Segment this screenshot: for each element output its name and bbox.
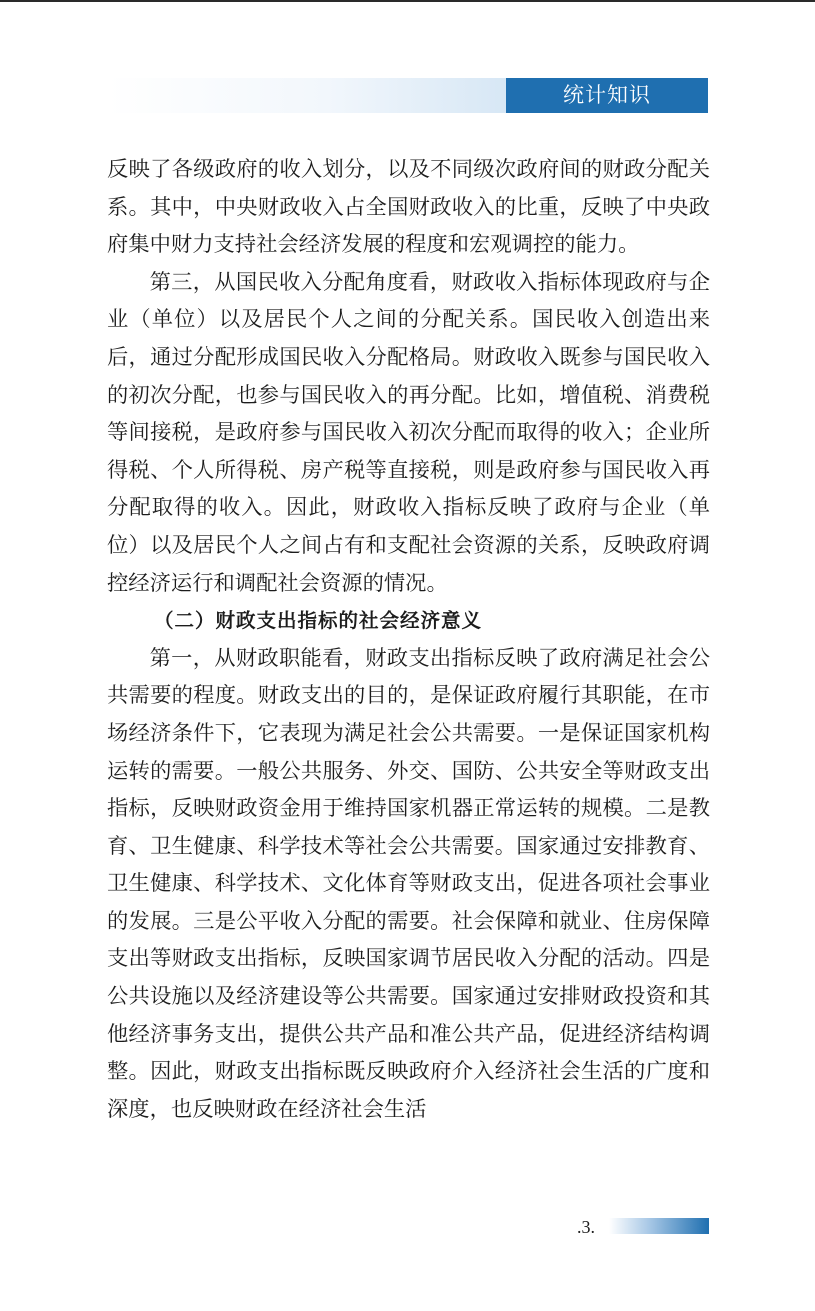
page-number: .3.	[577, 1217, 595, 1237]
section-subheading: （二）财政支出指标的社会经济意义	[154, 609, 483, 633]
paragraph-third-point: 第三，从国民收入分配角度看，财政收入指标体现政府与企业（单位）以及居民个人之间的分配关系。国民收入创造出来后，通过分配形成国民收入分配格局。财政收入既参与国民收入的初次分配，也参与国民收入的再分配。比如，增值税、消费税等间接税，是政府参与国民收入初次分配而取得的收入；企业所得税、个人所得税、房产税等直接税，则是政府参与国民收入再分配取得的收入。因此，财政收入指标反映了政府与企业（单位）以及居民个人之间占有和支配社会资源的关系，反映政府调控经济运行和调配社会资源的情况。	[107, 269, 710, 596]
top-border-rule	[0, 0, 815, 2]
running-header	[108, 78, 708, 113]
article-body	[107, 151, 710, 1128]
paragraph-continuation: 反映了各级政府的收入划分，以及不同级次政府间的财政分配关系。其中，中央财政收入占全国财政收入的比重，反映了中央政府集中财力支持社会经济发展的程度和宏观调控的能力。	[107, 157, 710, 258]
header-gradient-bar	[108, 78, 506, 113]
paragraph-first-point: 第一，从财政职能看，财政支出指标反映了政府满足社会公共需要的程度。财政支出的目的，是保证政府履行其职能，在市场经济条件下，它表现为满足社会公共需要。一是保证国家机构运转的需要。一般公共服务、外交、国防、公共安全等财政支出指标，反映财政资金用于维持国家机器正常运转的规模。二是教育、卫生健康、科学技术等社会公共需要。国家通过安排教育、卫生健康、科学技术、文化体育等财政支出，促进各项社会事业的发展。三是公平收入分配的需要。社会保障和就业、住房保障支出等财政支出指标，反映国家调节居民收入分配的活动。四是公共设施以及经济建设等公共需要。国家通过安排财政投资和其他经济事务支出，提供公共产品和准公共产品，促进经济结构调整。因此，财政支出指标既反映政府介入经济社会生活的广度和深度，也反映财政在经济社会生活	[107, 645, 710, 1122]
footer-gradient-bar	[609, 1218, 709, 1234]
section-label: 统计知识	[506, 78, 708, 113]
